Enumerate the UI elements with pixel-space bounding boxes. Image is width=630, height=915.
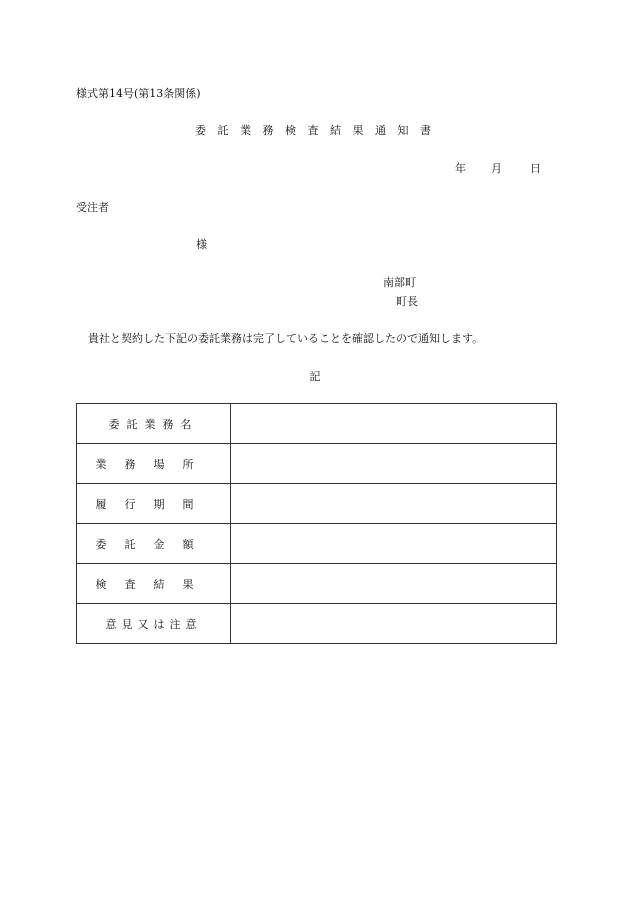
table-row xyxy=(77,444,557,484)
issuer-title: 町長 xyxy=(396,295,418,308)
row-label-cell xyxy=(77,564,231,604)
row-label: 履行期間 xyxy=(95,497,212,511)
row-label: 業務場所 xyxy=(95,457,212,471)
row-label-cell xyxy=(77,484,231,524)
row-value-cell xyxy=(231,484,557,524)
table-row xyxy=(77,404,557,444)
row-label-cell xyxy=(77,524,231,564)
table-row xyxy=(77,564,557,604)
row-value-cell xyxy=(231,524,557,564)
issuer-town: 南部町 xyxy=(383,276,416,289)
body-text: 貴社と契約した下記の委託業務は完了していることを確認したので通知します。 xyxy=(88,332,484,345)
table-row xyxy=(77,484,557,524)
date-day-label: 日 xyxy=(530,162,541,175)
table-row xyxy=(77,604,557,644)
row-label-cell xyxy=(77,404,231,444)
row-value-cell xyxy=(231,564,557,604)
document-title: 委 託 業 務 検 査 結 果 通 知 書 xyxy=(195,124,435,137)
row-label-cell xyxy=(77,444,231,484)
date-year-label: 年 xyxy=(455,162,466,175)
row-value-cell xyxy=(231,444,557,484)
row-label: 委託金額 xyxy=(95,537,212,551)
table-row xyxy=(77,524,557,564)
row-value-cell xyxy=(231,604,557,644)
recipient-label: 受注者 xyxy=(76,201,109,214)
recipient-honorific: 様 xyxy=(196,238,207,251)
date-line xyxy=(455,160,541,176)
row-label: 委託業務名 xyxy=(108,417,199,431)
row-label-cell xyxy=(77,604,231,644)
ki-label: 記 xyxy=(309,370,321,383)
row-label: 検査結果 xyxy=(95,577,212,591)
row-label: 意見又は注意 xyxy=(105,617,202,631)
row-value-cell xyxy=(231,404,557,444)
date-month-label: 月 xyxy=(491,162,502,175)
result-table xyxy=(76,403,557,644)
form-number: 様式第14号(第13条関係) xyxy=(76,87,201,100)
